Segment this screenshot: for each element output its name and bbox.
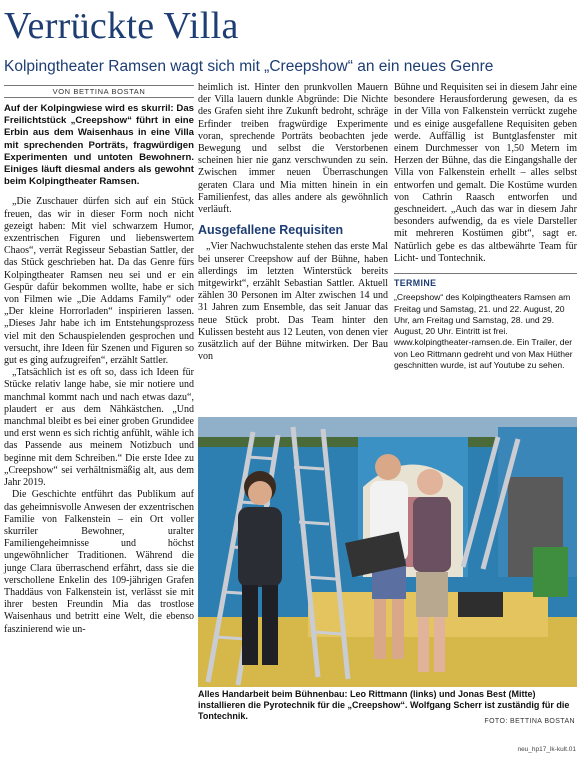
page-code: neu_hp17_lk-kult.01 xyxy=(517,746,576,753)
photo-caption: Alles Handarbeit beim Bühnenbau: Leo Rittmann (links) und Jonas Best (Mitte) installieren die Pyrotechnik für die „Creepshow“. Wolfgang Scherr ist zuständig für die Tontechnik. xyxy=(198,689,570,722)
termine-text: „Creepshow“ des Kolpingtheaters Ramsen am Freitag und Samstag, 21. und 22. August, 20 Uhr, am Freitag und Samstag, 28. und 29. August, 20 Uhr. Eintritt ist frei. www.kolpingtheater-ramsen.de. Ein Trailer, der von Leo Rittmann gedreht und von Max Hüther geschnitten wurde, ist auf Youtube zu sehen. xyxy=(394,292,573,371)
headline: Verrückte Villa xyxy=(4,5,239,47)
photo-credit: FOTO: BETTINA BOSTAN xyxy=(484,718,575,725)
lead-paragraph: Auf der Kolpingwiese wird es skurril: Das Freilichtstück „Creepshow“ führt in eine Erbin aus dem Waisenhaus in eine Villa mit sprechenden Porträts, fragwürdigen Experimenten und untoten Bewohnern. Einiges läuft diesmal anders als gewohnt beim Kolpingtheater Ramsen. xyxy=(4,103,194,188)
paragraph: Die Geschichte entführt das Publikum auf das geheimnisvolle Anwesen der exzentrischen Familie von Falkenstein – ein Ort voller skurriler Bewohner, uralter Familiengeheimnisse und höchst ungewöhnlicher Traditionen. Während die junge Clara überraschend erfährt, dass sie die verschollene Enkelin des 109-jährigen Grafen Thaddäus von Falkenstein ist, verlässt sie mit ihrer besten Freundin Mia das trostlose Waisenhaus und betritt eine Welt, die ebenso faszinierend wie un- xyxy=(4,489,194,635)
paragraph: Bühne und Requisiten sei in diesem Jahr eine besondere Herausforderung gewesen, da es in der Villa von Falkenstein verrückt zugehe und es einige ausgefallene Requisiten geben werde. Auffällig ist Buntglasfenster mit einem Durchmesser von 1,50 Metern im Herzen der Bühne, das die Eingangshalle der Villa von Falkenstein erhellt – alles selbst entworfen und gemalt. Die Kostüme wurden von Cathrin Raasch entworfen und geschneidert. „Auch das war in diesem Jahr besonders aufwendig, da es viele Darsteller mit mehreren Kostümen gibt“, sagt er. Natürlich gebe es das altbewährte Team für Licht- und Tontechnik. xyxy=(394,82,577,264)
paragraph: „Die Zuschauer dürfen sich auf ein Stück freuen, das wir in dieser Form noch nicht gezeigt haben: Mit viel schwarzem Humor, exzentrischen Figuren und liebenswertem Chaos“, verrät Regisseur Sebastian Sattler, der das Stück geschrieben hat. Da das Genre fürs Kolpingtheater Ramsen neu sei und er ein Gespür dafür bekommen wollte, habe er sich von Filmen wie „Die Addams Family“ oder „Der kleine Horrorladen“ inspirieren lassen. „Dieses Jahr habe ich im Entstehungsprozess viel mit den Schauspielenden gesprochen und versucht, ihre Ideen für Szenen und Figuren so gut es ging aufzugreifen“, erzählt Sattler. xyxy=(4,196,194,367)
paragraph: „Vier Nachwuchstalente stehen das erste Mal bei unserer Creepshow auf der Bühne, haben allerdings im letzten Winterstück bereits mitgewirkt“, erzählt Sebastian Sattler. Aktuell zählen 30 Personen im Alter zwischen 14 und 31 Jahren zum Ensemble, das seit Januar das neue Stück probt. Das Team hinter den Kulissen besteht aus 12 Leuten, von denen vier zusätzlich auf der Bühne mitwirken. Der Bau von xyxy=(198,241,388,363)
article-photo xyxy=(198,417,577,687)
termine-heading: TERMINE xyxy=(394,273,577,289)
article-column-1 xyxy=(4,103,194,636)
paragraph: „Tatsächlich ist es oft so, dass ich Ideen für Stücke relativ lange habe, sie mir notiere und manchmal kommt nach und nach etwas dazu“, plaudert er aus dem Nähkästchen. „Und manchmal bleibt es bei einer groben Grundidee und erst wenn es sich richtig anfühlt, wähle ich das Passende aus meinem Notizbuch und beginne mit dem Schreiben.“ Die erste Idee zu „Creepshow“ sei verhältnismäßig alt, aus dem Jahr 2019. xyxy=(4,367,194,489)
section-heading: Ausgefallene Requisiten xyxy=(198,223,344,238)
stage-photo-illustration xyxy=(198,417,577,687)
byline: VON BETTINA BOSTAN xyxy=(4,85,194,98)
article-column-2 xyxy=(198,82,388,363)
paragraph: heimlich ist. Hinter den prunkvollen Mauern der Villa lauern dunkle Abgründe: Die Nichte des Grafen sieht ihre Zukunft bedroht, schräge Erfinder treiben fragwürdige Experimente voran, sprechende Porträts beobachten jede Bewegung und selbst die Verstorbenen scheinen hier nie ganz verschwunden zu sein. Zwischen immer neuen Überraschungen geraten Clara und Mia mitten hinein in ein Familienfest, das alles andere als gewöhnlich verläuft. xyxy=(198,82,388,216)
subheadline: Kolpingtheater Ramsen wagt sich mit „Creepshow“ an ein neues Genre xyxy=(4,58,494,75)
article-column-3 xyxy=(394,82,577,371)
